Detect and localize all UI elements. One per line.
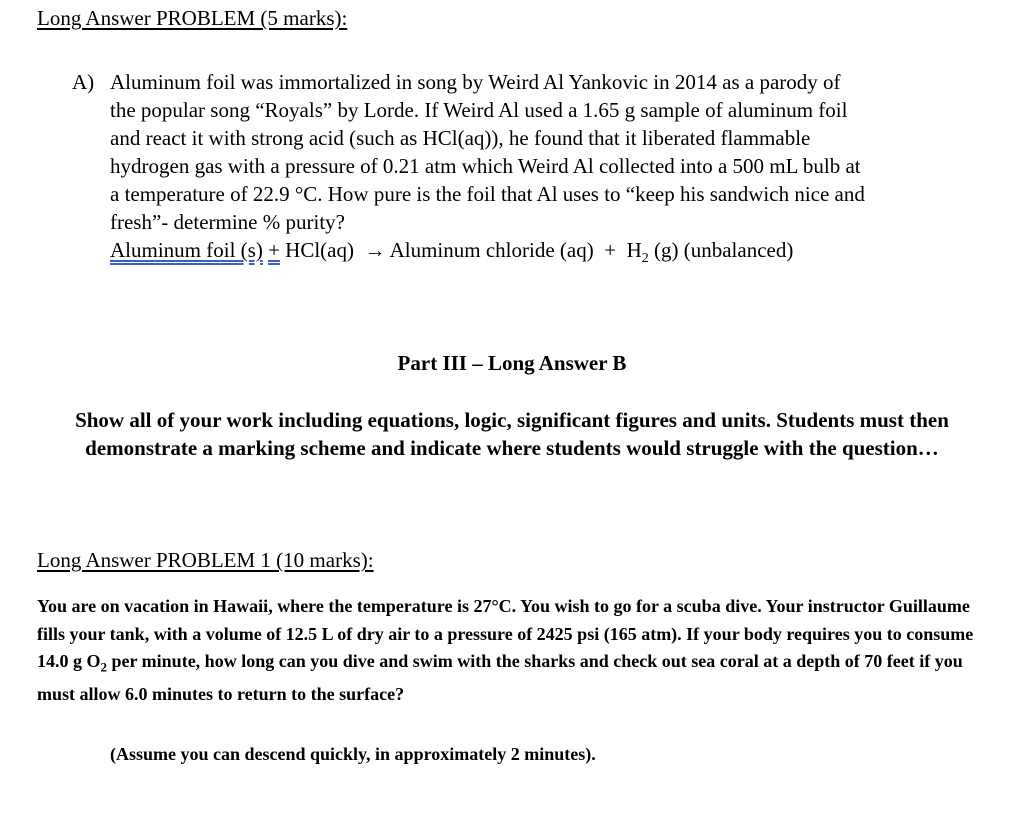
part-a-line-6: fresh”- determine % purity?	[110, 210, 345, 234]
plus-sign-2: +	[604, 238, 617, 262]
assumption-note: (Assume you can descend quickly, in approximately 2 minutes).	[110, 744, 596, 764]
reactant-aluminum-foil: Aluminum foil (s)	[110, 238, 263, 262]
instructions: Show all of your work including equations, logic, significant figures and units. Students must then demonstrate a marking scheme and indicate where students would struggle with the question…	[75, 408, 949, 460]
problem-1-heading: Long Answer PROBLEM 1 (10 marks):	[37, 548, 374, 572]
part-a-line-4: hydrogen gas with a pressure of 0.21 atm which Weird Al collected into a 500 mL bulb at	[110, 154, 861, 178]
part-a-line-2: the popular song “Royals” by Lorde. If Weird Al used a 1.65 g sample of aluminum foil	[110, 98, 848, 122]
part-a-line-3: and react it with strong acid (such as HCl(aq)), he found that it liberated flammable	[110, 126, 811, 150]
part-a-line-1: Aluminum foil was immortalized in song by Weird Al Yankovic in 2014 as a parody of	[110, 70, 841, 94]
plus-sign: +	[268, 238, 280, 262]
problem-1-text: You are on vacation in Hawaii, where the temperature is 27°C. You wish to go for a scuba dive. Your instructor Guillaume fills your tank, with a volume of 12.5 L of dry air to a pressure of 2425 psi (165 atm). If your body requires you to consume 14.0 g $O_2$ per minute, how long can you dive and swim with the sharks and check out sea coral at a depth of 70 feet if you must allow 6.0 minutes to return to the surface?	[37, 596, 974, 705]
part-a-line-5: a temperature of 22.9 °C. How pure is the foil that Al uses to “keep his sandwich nice and	[110, 182, 865, 206]
reaction-equation	[110, 236, 1002, 273]
part-3-title: Part III – Long Answer B	[397, 351, 627, 375]
part-a-question	[72, 68, 1002, 273]
product-hydrogen: $H_2$ (g) (unbalanced)	[626, 238, 794, 267]
reactant-hcl: HCl(aq)	[285, 238, 354, 262]
reaction-arrow: →	[364, 238, 386, 262]
part-a-body	[110, 68, 1002, 273]
long-answer-heading: Long Answer PROBLEM (5 marks):	[37, 6, 348, 30]
part-a-label: A)	[72, 70, 95, 94]
product-aluminum-chloride: Aluminum chloride (aq)	[389, 238, 594, 262]
